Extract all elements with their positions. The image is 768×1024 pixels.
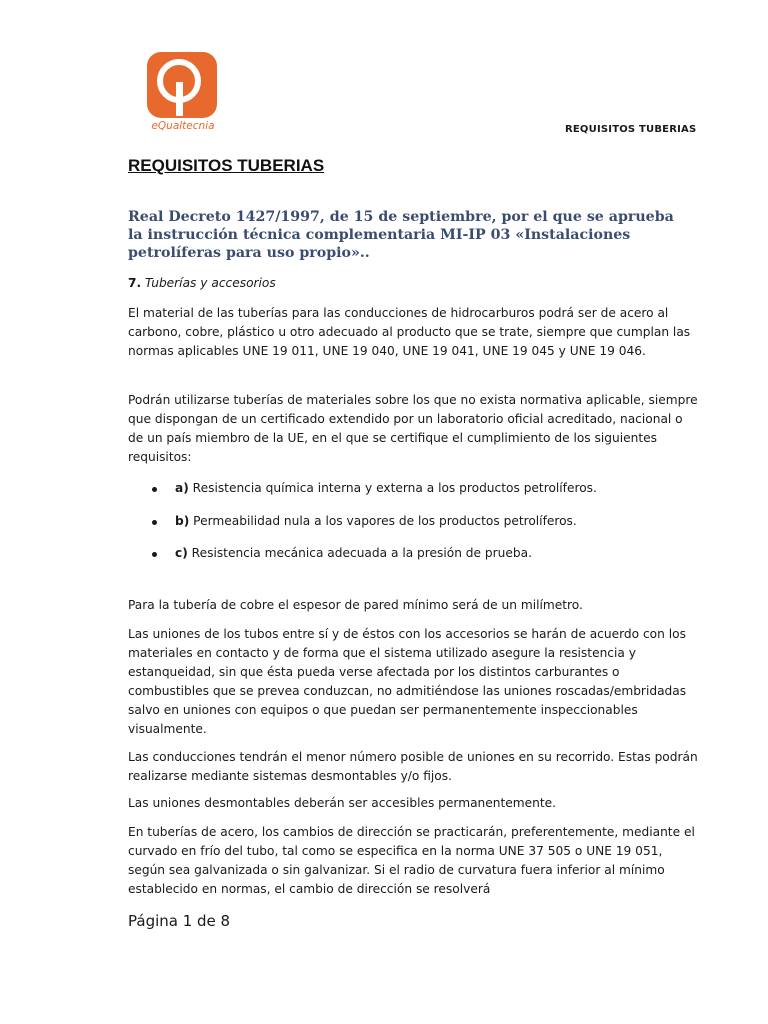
paragraph-certification: Podrán utilizarse tuberías de materiales sobre los que no exista normativa aplicable, siempre que dispongan de un certificado extendido por un laboratorio oficial acreditado, nacional o de un país miembro de la UE, en el que se certifique el cumplimiento de los siguientes requisitos:: [128, 393, 698, 464]
list-item: b) Permeabilidad nula a los vapores de los productos petrolíferos.: [150, 512, 577, 531]
requirements-list: [150, 479, 597, 498]
paragraph-removable: Las uniones desmontables deberán ser accesibles permanentemente.: [128, 796, 557, 810]
requirements-list: [150, 544, 532, 563]
logo-text: eQualtecnia: [151, 120, 215, 132]
company-logo: [145, 52, 221, 134]
requirements-list: [150, 512, 577, 531]
logo-mark-icon: [147, 52, 217, 118]
paragraph-unions: Las uniones de los tubos entre sí y de éstos con los accesorios se harán de acuerdo con los materiales en contacto y de forma que el sistema utilizado asegure la resistencia y estanqueidad, sin que ésta pueda verse afectada por los distintos carburantes o combustibles que se prevea conduzcan, no admitiéndose las uniones roscadas/embridadas salvo en uniones con equipos o que puedan ser permanentemente inspeccionables visualmente.: [128, 627, 687, 736]
list-item: a) Resistencia química interna y externa a los productos petrolíferos.: [150, 479, 597, 498]
paragraph-conductions: Las conducciones tendrán el menor número posible de uniones en su recorrido. Estas podrán realizarse mediante sistemas desmontables y/o fijos.: [128, 750, 698, 783]
paragraph-steel: En tuberías de acero, los cambios de dirección se practicarán, preferentemente, mediante el curvado en frío del tubo, tal como se especifica en la norma UNE 37 505 o UNE 19 051, según sea galvanizada o sin galvanizar. Si el radio de curvatura fuera inferior al mínimo establecido en normas, el cambio de dirección se resolverá: [128, 825, 695, 896]
header-doc-label: REQUISITOS TUBERIAS: [565, 124, 697, 135]
page-title: REQUISITOS TUBERIAS: [128, 156, 325, 175]
paragraph-materials: El material de las tuberías para las conducciones de hidrocarburos podrá ser de acero al carbono, cobre, plástico u otro adecuado al producto que se trate, siempre que cumplan las normas aplicables UNE 19 011, UNE 19 040, UNE 19 041, UNE 19 045 y UNE 19 046.: [128, 306, 691, 358]
page-number: Página 1 de 8: [128, 912, 231, 930]
section-number: 7.: [128, 276, 142, 290]
list-item: c) Resistencia mecánica adecuada a la presión de prueba.: [150, 544, 532, 563]
paragraph-copper: Para la tubería de cobre el espesor de pared mínimo será de un milímetro.: [128, 598, 583, 612]
decree-heading: Real Decreto 1427/1997, de 15 de septiembre, por el que se aprueba la instrucción técnica complementaria MI-IP 03 «Instalaciones petrolíferas para uso propio»..: [128, 209, 674, 261]
section-heading: [128, 276, 276, 290]
section-title: Tuberías y accesorios: [145, 276, 276, 290]
